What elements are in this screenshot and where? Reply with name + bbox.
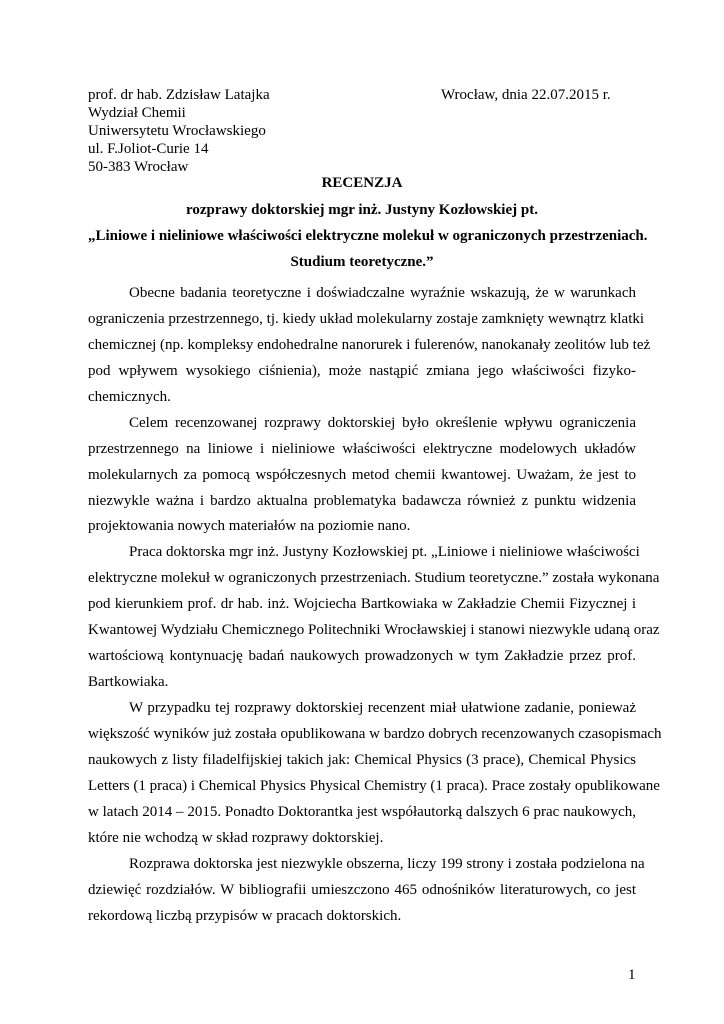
text-line: Obecne badania teoretyczne i doświadczalne wyraźnie wskazują, że w warunkach bbox=[129, 285, 636, 301]
place-and-date: Wrocław, dnia 22.07.2015 r. bbox=[441, 87, 611, 103]
text-line: elektryczne molekuł w ograniczonych przestrzeniach. Studium teoretyczne.” została wykonana bbox=[88, 570, 660, 587]
text-line: dziewięć rozdziałów. W bibliografii umieszczono 465 odnośników literaturowych, co jest bbox=[88, 881, 636, 898]
text-line: Rozprawa doktorska jest niezwykle obszerna, liczy 199 strony i została podzielona na bbox=[129, 855, 645, 872]
sender-name: prof. dr hab. Zdzisław Latajka bbox=[88, 87, 270, 103]
text-line: pod kierunkiem prof. dr hab. inż. Wojciecha Bartkowiaka w Zakładzie Chemii Fizycznej i bbox=[88, 596, 636, 613]
text-line: większość wyników już została opublikowana w bardzo dobrych recenzowanych czasopismach bbox=[88, 725, 662, 742]
text-line: Bartkowiaka. bbox=[88, 674, 169, 691]
text-line: ograniczenia przestrzennego, tj. kiedy układ molekularny zostaje zamknięty wewnątrz klatki bbox=[88, 310, 645, 327]
text-line: rekordową liczbą przypisów w pracach doktorskich. bbox=[88, 907, 402, 924]
text-line: które nie wchodzą w skład rozprawy doktorskiej. bbox=[88, 829, 384, 846]
sender-university: Uniwersytetu Wrocławskiego bbox=[88, 123, 266, 139]
text-line: chemicznych. bbox=[88, 388, 171, 405]
thesis-title-line-2: Studium teoretyczne.” bbox=[290, 254, 434, 270]
document-title: RECENZJA bbox=[321, 175, 403, 191]
thesis-title-line-1: „Liniowe i nieliniowe właściwości elektryczne molekuł w ograniczonych przestrzeniach. bbox=[88, 228, 648, 244]
text-line: Kwantowej Wydziału Chemicznego Politechniki Wrocławskiej i stanowi niezwykle udaną oraz bbox=[88, 622, 660, 639]
page-number: 1 bbox=[628, 967, 636, 983]
document-subtitle: rozprawy doktorskiej mgr inż. Justyny Kozłowskiej pt. bbox=[186, 202, 538, 218]
text-line: chemicznej (np. kompleksy endohedralne nanorurek i fulerenów, nanokanały zeolitów lub też bbox=[88, 336, 651, 353]
text-line: molekularnych za pomocą współczesnych metod chemii kwantowej. Uważam, że jest to bbox=[88, 466, 636, 483]
sender-address-block bbox=[88, 86, 270, 176]
text-line: Celem recenzowanej rozprawy doktorskiej było określenie wpływu ograniczenia bbox=[129, 414, 636, 431]
text-line: naukowych z listy filadelfijskiej takich jak: Chemical Physics (3 prace), Chemical Physics bbox=[88, 751, 636, 768]
review-body bbox=[88, 281, 662, 929]
text-line: wartościową kontynuację badań naukowych prowadzonych w tym Zakładzie przez prof. bbox=[88, 648, 636, 665]
sender-street: ul. F.Joliot-Curie 14 bbox=[88, 141, 209, 157]
text-line: pod wpływem wysokiego ciśnienia), może nastąpić zmiana jego właściwości fizyko- bbox=[88, 362, 636, 379]
sender-postal-city: 50-383 Wrocław bbox=[88, 159, 189, 175]
text-line: Praca doktorska mgr inż. Justyny Kozłowskiej pt. „Liniowe i nieliniowe właściwości bbox=[129, 544, 640, 561]
text-line: Letters (1 praca) i Chemical Physics Physical Chemistry (1 praca). Prace zostały opublikowane bbox=[88, 777, 660, 794]
text-line: w latach 2014 – 2015. Ponadto Doktorantka jest współautorką dalszych 6 prac naukowych, bbox=[88, 803, 636, 820]
text-line: projektowania nowych materiałów na poziomie nano. bbox=[88, 518, 411, 535]
text-line: W przypadku tej rozprawy doktorskiej recenzent miał ułatwione zadanie, ponieważ bbox=[129, 700, 636, 716]
sender-department: Wydział Chemii bbox=[88, 105, 186, 121]
text-line: niezwykle ważna i bardzo aktualna problematyka badawcza również z punktu widzenia bbox=[88, 492, 636, 509]
text-line: przestrzennego na liniowe i nieliniowe właściwości elektryczne modelowych układów bbox=[88, 440, 636, 457]
